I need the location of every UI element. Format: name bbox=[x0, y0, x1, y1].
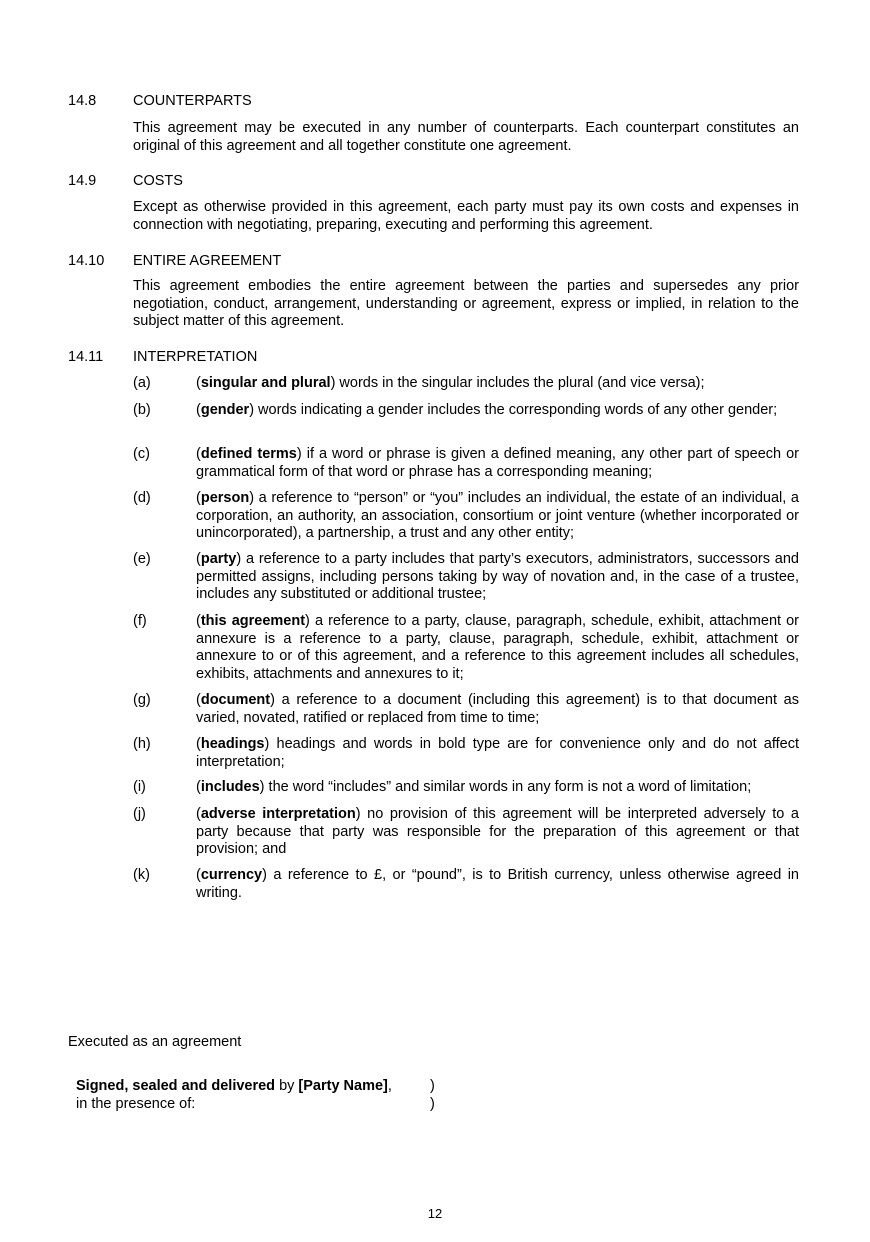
item-text: (document) a reference to a document (including this agreement) is to that document as varied, novated, ratified or replaced from time to time; bbox=[196, 692, 799, 726]
item-text: (adverse interpretation) no provision of this agreement will be interpreted adversely to a party because that party was responsible for the preparation of this agreement or that provision; and bbox=[196, 806, 799, 857]
item-term: this agreement bbox=[200, 613, 306, 629]
presence-line: in the presence of: bbox=[76, 1095, 196, 1112]
item-label: (i) bbox=[133, 779, 146, 795]
execution-heading: Executed as an agreement bbox=[68, 1034, 242, 1050]
item-text: (headings) headings and words in bold type are for convenience only and do not affect interpretation; bbox=[196, 736, 799, 770]
item-label: (j) bbox=[133, 806, 146, 822]
item-term: currency bbox=[200, 867, 263, 883]
section-number: 14.9 bbox=[68, 173, 97, 189]
section-number: 14.11 bbox=[68, 349, 104, 365]
item-term: party bbox=[200, 551, 237, 567]
section-body: This agreement may be executed in any number of counterparts. Each counterpart constitutes an original of this agreement and all together constitute one agreement. bbox=[133, 120, 799, 154]
item-term: includes bbox=[200, 779, 260, 795]
signature-brackets: ) ) bbox=[430, 1078, 435, 1112]
page-number: 12 bbox=[427, 1206, 443, 1221]
item-label: (b) bbox=[133, 402, 151, 418]
signature-block bbox=[76, 1078, 392, 1113]
item-label: (k) bbox=[133, 867, 150, 883]
section-title: INTERPRETATION bbox=[133, 349, 258, 365]
item-label: (g) bbox=[133, 692, 151, 708]
signature-line: Signed, sealed and delivered by [Party Name], bbox=[76, 1078, 392, 1094]
item-label: (h) bbox=[133, 736, 151, 752]
item-term: defined terms bbox=[200, 446, 297, 462]
item-text: (defined terms) if a word or phrase is given a defined meaning, any other part of speech or grammatical form of that word or phrase has a corresponding meaning; bbox=[196, 446, 799, 480]
item-text: (gender) words indicating a gender includes the corresponding words of any other gender; bbox=[196, 402, 778, 418]
item-label: (c) bbox=[133, 446, 150, 462]
item-label: (e) bbox=[133, 551, 151, 567]
item-text: (party) a reference to a party includes that party’s executors, administrators, successors and permitted assigns, including persons taking by way of novation and, in the case of a trustee, includes any substituted or additional trustee; bbox=[196, 551, 799, 602]
item-label: (d) bbox=[133, 490, 151, 506]
item-text: (currency) a reference to £, or “pound”, is to British currency, unless otherwise agreed in writing. bbox=[196, 867, 799, 901]
item-text: (includes) the word “includes” and similar words in any form is not a word of limitation; bbox=[196, 779, 752, 795]
item-term: adverse interpretation bbox=[200, 806, 356, 822]
section-title: ENTIRE AGREEMENT bbox=[133, 253, 282, 269]
section-body: This agreement embodies the entire agreement between the parties and supersedes any prior negotiation, conduct, arrangement, understanding or agreement, express or implied, in relation to the subject matter of this agreement. bbox=[133, 278, 799, 329]
item-term: person bbox=[200, 490, 250, 506]
section-number: 14.10 bbox=[68, 253, 105, 269]
item-term: singular and plural bbox=[200, 375, 331, 391]
item-text: (person) a reference to “person” or “you” includes an individual, the estate of an individual, a corporation, an authority, an association, consortium or joint venture (whether incorporated or unincorporated), a partnership, a trust and any other entity; bbox=[196, 490, 799, 541]
section-title: COSTS bbox=[133, 173, 183, 189]
item-term: gender bbox=[200, 402, 250, 418]
section-body: Except as otherwise provided in this agreement, each party must pay its own costs and expenses in connection with negotiating, preparing, executing and performing this agreement. bbox=[133, 199, 799, 233]
item-text: (this agreement) a reference to a party, clause, paragraph, schedule, exhibit, attachment or annexure is a reference to a party, clause, paragraph, schedule, exhibit, attachment or annexure to or of this agreement, and a reference to this agreement includes all schedules, exhibits, attachments and annexures to it; bbox=[196, 613, 799, 682]
item-text: (singular and plural) words in the singular includes the plural (and vice versa); bbox=[196, 375, 705, 391]
item-term: document bbox=[200, 692, 271, 708]
item-label: (a) bbox=[133, 375, 151, 391]
item-term: headings bbox=[200, 736, 265, 752]
section-number: 14.8 bbox=[68, 93, 97, 109]
section-title: COUNTERPARTS bbox=[133, 93, 252, 109]
item-label: (f) bbox=[133, 613, 147, 629]
